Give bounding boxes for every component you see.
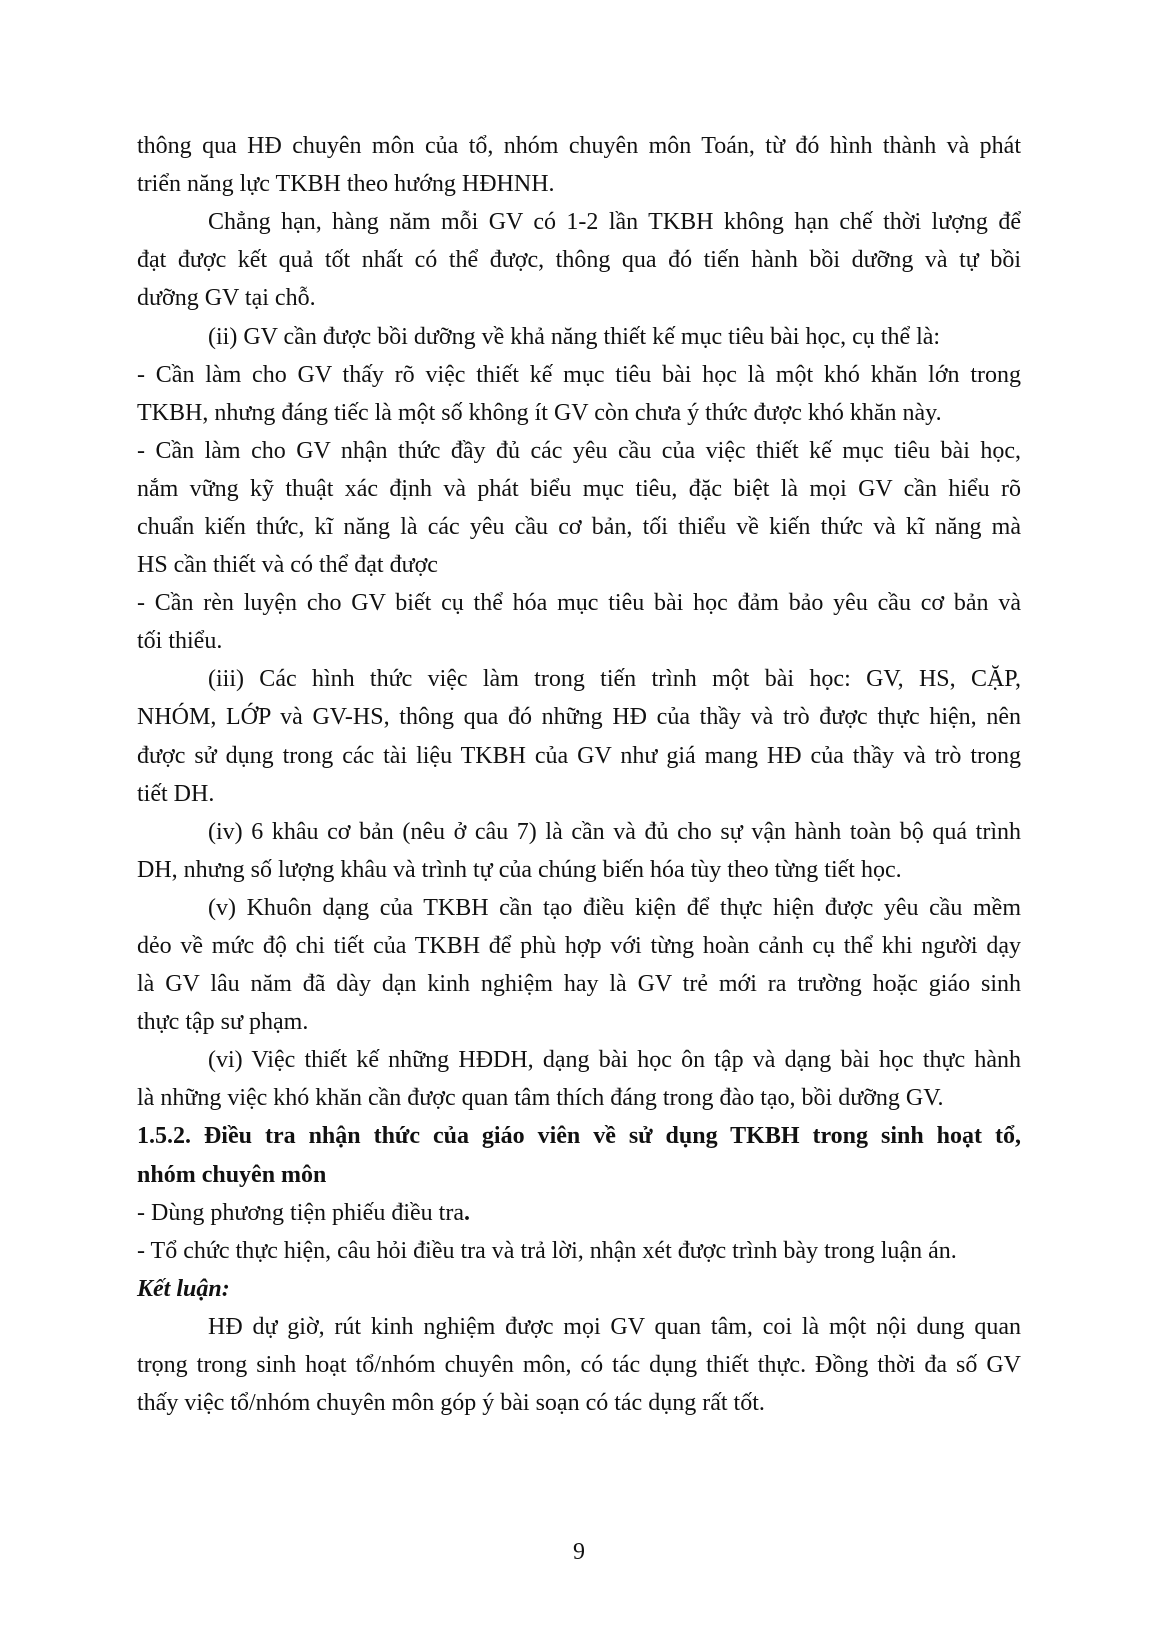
- text-line: (vi) Việc thiết kế những HĐDH, dạng bài học ôn tập và dạng bài học thực hành: [208, 1047, 1021, 1073]
- text-line: triển năng lực TKBH theo hướng HĐHNH.: [137, 171, 555, 197]
- text-line: là những việc khó khăn cần được quan tâm thích đáng trong đào tạo, bồi dưỡng GV.: [137, 1085, 944, 1111]
- text-line: thông qua HĐ chuyên môn của tổ, nhóm chuyên môn Toán, từ đó hình thành và phát: [137, 133, 1021, 159]
- text-line: trọng trong sinh hoạt tổ/nhóm chuyên môn, có tác dụng thiết thực. Đồng thời đa số GV: [137, 1352, 1021, 1378]
- text-line: TKBH, nhưng đáng tiếc là một số không ít GV còn chưa ý thức được khó khăn này.: [137, 400, 942, 426]
- text-line: HĐ dự giờ, rút kinh nghiệm được mọi GV quan tâm, coi là một nội dung quan: [208, 1314, 1021, 1340]
- conclusion-heading: Kết luận:: [137, 1276, 230, 1302]
- text-line: - Cần làm cho GV thấy rõ việc thiết kế mục tiêu bài học là một khó khăn lớn trong: [137, 362, 1021, 388]
- text-span: - Dùng phương tiện phiếu điều tra: [137, 1200, 464, 1226]
- text-line: dẻo về mức độ chi tiết của TKBH để phù hợp với từng hoàn cảnh cụ thể khi người dạy: [137, 933, 1021, 959]
- text-line: chuẩn kiến thức, kĩ năng là các yêu cầu cơ bản, tối thiểu về kiến thức và kĩ năng mà: [137, 514, 1021, 540]
- section-heading: nhóm chuyên môn: [137, 1162, 327, 1188]
- text-line: là GV lâu năm đã dày dạn kinh nghiệm hay là GV trẻ mới ra trường hoặc giáo sinh: [137, 971, 1021, 997]
- text-line: NHÓM, LỚP và GV-HS, thông qua đó những HĐ của thầy và trò được thực hiện, nên: [137, 704, 1021, 730]
- text-line: (v) Khuôn dạng của TKBH cần tạo điều kiện để thực hiện được yêu cầu mềm: [208, 895, 1021, 921]
- text-line: - Cần làm cho GV nhận thức đầy đủ các yêu cầu của việc thiết kế mục tiêu bài học,: [137, 438, 1021, 464]
- text-line: DH, nhưng số lượng khâu và trình tự của chúng biến hóa tùy theo từng tiết học.: [137, 857, 902, 883]
- text-line: (ii) GV cần được bồi dưỡng về khả năng thiết kế mục tiêu bài học, cụ thể là:: [208, 324, 941, 350]
- text-line: dưỡng GV tại chỗ.: [137, 285, 316, 311]
- text-line: [137, 1198, 1021, 1228]
- text-line: - Cần rèn luyện cho GV biết cụ thể hóa mục tiêu bài học đảm bảo yêu cầu cơ bản và: [137, 590, 1021, 616]
- text-line: thấy việc tổ/nhóm chuyên môn góp ý bài soạn có tác dụng rất tốt.: [137, 1390, 765, 1416]
- text-span: .: [463, 1200, 470, 1226]
- text-line: nắm vững kỹ thuật xác định và phát biểu mục tiêu, đặc biệt là mọi GV cần hiểu rõ: [137, 476, 1021, 502]
- text-line: - Tổ chức thực hiện, câu hỏi điều tra và trả lời, nhận xét được trình bày trong luận án.: [137, 1238, 957, 1264]
- section-heading: 1.5.2. Điều tra nhận thức của giáo viên về sử dụng TKBH trong sinh hoạt tổ,: [137, 1123, 1021, 1149]
- page-number: 9: [573, 1539, 585, 1565]
- text-line: được sử dụng trong các tài liệu TKBH của GV như giá mang HĐ của thầy và trò trong: [137, 743, 1021, 769]
- text-line: Chẳng hạn, hàng năm mỗi GV có 1-2 lần TKBH không hạn chế thời lượng để: [208, 209, 1021, 235]
- text-line: thực tập sư phạm.: [137, 1009, 309, 1035]
- text-line: HS cần thiết và có thể đạt được: [137, 552, 438, 578]
- text-line: (iv) 6 khâu cơ bản (nêu ở câu 7) là cần và đủ cho sự vận hành toàn bộ quá trình: [208, 819, 1021, 845]
- text-line: tối thiểu.: [137, 628, 223, 654]
- text-line: (iii) Các hình thức việc làm trong tiến trình một bài học: GV, HS, CẶP,: [208, 666, 1021, 692]
- text-line: đạt được kết quả tốt nhất có thể được, thông qua đó tiến hành bồi dưỡng và tự bồi: [137, 247, 1021, 273]
- text-line: tiết DH.: [137, 781, 215, 807]
